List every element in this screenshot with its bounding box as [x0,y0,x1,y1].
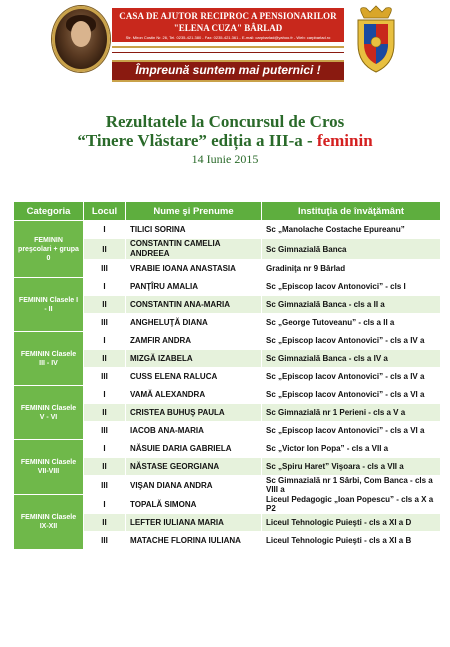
place-cell: III [84,422,126,440]
name-cell: VIŞAN DIANA ANDRA [126,476,262,495]
banner-contact: Str. Miron Costin Nr. 26, Tel. 0235-421.380 - Fax: 0235-421.361 - E-mail: carpbarlad@yahoo.fr - Web: carpbarlad.ro [125,35,331,40]
name-cell: VRABIE IOANA ANASTASIA [126,260,262,278]
name-cell: NĂSTASE GEORGIANA [126,458,262,476]
subtitle-accent: feminin [316,131,373,150]
category-cell: FEMININ Clasele VII-VIII [14,440,84,495]
motto-text: Împreună suntem mai puternici ! [135,63,321,77]
place-cell: III [84,314,126,332]
school-cell: Liceul Tehnologic Puieşti - cls a XI a B [262,532,441,550]
name-cell: CRISTEA BUHUŞ PAULA [126,404,262,422]
name-cell: IACOB ANA-MARIA [126,422,262,440]
category-cell: FEMININ Clasele III - IV [14,332,84,386]
category-cell: FEMININ preşcolari + grupa 0 [14,221,84,278]
banner-title-line2: "ELENA CUZA" BÂRLAD [173,23,283,33]
place-cell: II [84,350,126,368]
banner-title-line1: CASA DE AJUTOR RECIPROC A PENSIONARILOR [119,11,337,21]
name-cell: CONSTANTIN ANA-MARIA [126,296,262,314]
school-cell: Sc Gimnazială Banca - cls a IV a [262,350,441,368]
name-cell: NĂSUIE DARIA GABRIELA [126,440,262,458]
name-cell: LEFTER IULIANA MARIA [126,514,262,532]
name-cell: TILICI SORINA [126,221,262,239]
school-cell: Sc Gimnazială nr 1 Sârbi, Com Banca - cls a VIII a [262,476,441,495]
school-cell: Sc Gimnazială nr 1 Perieni - cls a V a [262,404,441,422]
banner-divider-thin [112,52,344,53]
name-cell: ANGHELUŢĂ DIANA [126,314,262,332]
header-banner [48,2,404,84]
table-row [14,332,441,350]
school-cell: Sc „Manolache Costache Epureanu” [262,221,441,239]
header-place: Locul [84,202,126,221]
place-cell: III [84,532,126,550]
name-cell: TOPALĂ SIMONA [126,495,262,514]
header-school: Instituţia de învăţământ [262,202,441,221]
table-row [14,495,441,514]
name-cell: PANŢÎRU AMALIA [126,278,262,296]
header-category: Categoria [14,202,84,221]
name-cell: MATACHE FLORINA IULIANA [126,532,262,550]
category-cell: FEMININ Clasele I - II [14,278,84,332]
place-cell: III [84,260,126,278]
table-header-row [14,202,441,221]
name-cell: MIZGĂ IZABELA [126,350,262,368]
banner-title-block [112,8,344,42]
event-date: 14 Iunie 2015 [191,152,259,166]
banner-divider [112,46,344,48]
place-cell: I [84,221,126,239]
name-cell: ZAMFIR ANDRA [126,332,262,350]
school-cell: Sc „Episcop Iacov Antonovici” - cls I [262,278,441,296]
name-cell: VAMĂ ALEXANDRA [126,386,262,404]
table-row [14,440,441,458]
table-row [14,386,441,404]
school-cell: Sc „Episcop Iacov Antonovici” - cls a VI a [262,386,441,404]
school-cell: Gradiniţa nr 9 Bârlad [262,260,441,278]
place-cell: I [84,278,126,296]
place-cell: II [84,458,126,476]
motto-bar [112,60,344,82]
school-cell: Liceul Tehnologic Puieşti - cls a XI a D [262,514,441,532]
school-cell: Liceul Pedagogic „Ioan Popescu” - cls a X a P2 [262,495,441,514]
place-cell: II [84,296,126,314]
page-subtitle [0,131,450,151]
subtitle-main: “Tinere Vlăstare” ediția a III-a - [77,131,317,150]
place-cell: II [84,514,126,532]
school-cell: Sc „Victor Ion Popa” - cls a VII a [262,440,441,458]
coat-of-arms-icon [354,4,398,74]
school-cell: Sc „Episcop Iacov Antonovici” - cls a VI a [262,422,441,440]
school-cell: Sc Gimnazială Banca - cls a II a [262,296,441,314]
school-cell: Sc „Episcop Iacov Antonovici” - cls a IV a [262,368,441,386]
page-title: Rezultatele la Concursul de Cros [105,112,345,131]
category-cell: FEMININ Clasele IX-XII [14,495,84,550]
school-cell: Sc „George Tutoveanu” - cls a II a [262,314,441,332]
school-cell: Sc „Spiru Haret” Vişoara - cls a VII a [262,458,441,476]
name-cell: CONSTANTIN CAMELIA ANDREEA [126,239,262,260]
school-cell: Sc Gimnazială Banca [262,239,441,260]
place-cell: II [84,404,126,422]
place-cell: I [84,386,126,404]
place-cell: III [84,368,126,386]
school-cell: Sc „Episcop Iacov Antonovici” - cls a IV a [262,332,441,350]
place-cell: II [84,239,126,260]
category-cell: FEMININ Clasele V - VI [14,386,84,440]
place-cell: I [84,495,126,514]
name-cell: CUSS ELENA RALUCA [126,368,262,386]
results-table [13,201,441,550]
place-cell: I [84,332,126,350]
portrait-icon [52,6,110,72]
header-name: Nume şi Prenume [126,202,262,221]
table-row [14,221,441,239]
place-cell: III [84,476,126,495]
table-row [14,278,441,296]
place-cell: I [84,440,126,458]
